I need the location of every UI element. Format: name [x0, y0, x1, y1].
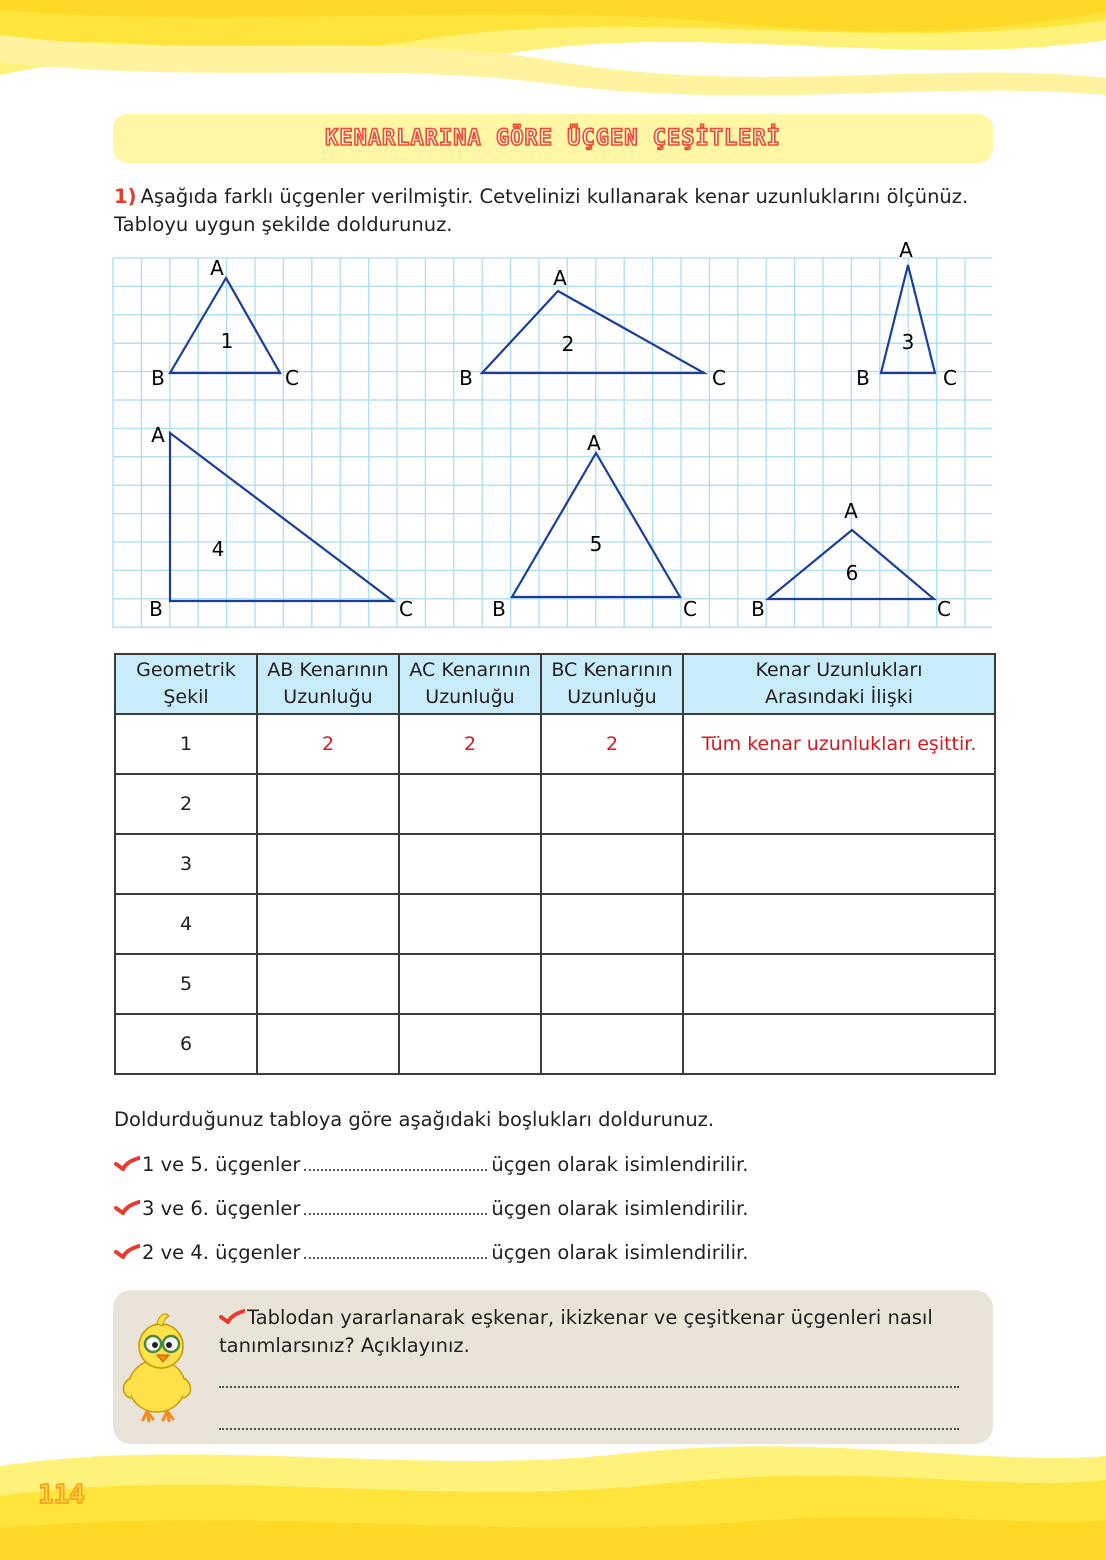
fill-blank-2-after: üçgen olarak isimlendirilir.	[491, 1197, 749, 1220]
cell-bc[interactable]	[541, 894, 683, 954]
fill-blank-1-input[interactable]	[304, 1157, 487, 1171]
fill-blank-2-input[interactable]	[304, 1201, 487, 1215]
triangle-1-vertex-c: C	[285, 366, 299, 390]
cell-shape: 2	[115, 774, 257, 834]
cell-shape: 4	[115, 894, 257, 954]
cell-ac[interactable]	[399, 834, 541, 894]
header-geometric-shape: Geometrik Şekil	[115, 654, 257, 714]
cell-ac[interactable]	[399, 954, 541, 1014]
header-relation: Kenar Uzunlukları Arasındaki İlişki	[683, 654, 995, 714]
cell-bc[interactable]	[541, 1014, 683, 1074]
triangle-4-label: 4	[211, 537, 225, 561]
grid-lines	[113, 258, 992, 628]
title-bar	[113, 114, 993, 163]
table-row	[115, 894, 995, 954]
reflection-question	[219, 1304, 979, 1360]
cell-ab[interactable]	[257, 894, 399, 954]
triangle-1	[151, 256, 299, 390]
answer-line-2[interactable]	[219, 1428, 959, 1430]
answer-line-1[interactable]	[219, 1386, 959, 1388]
cell-relation[interactable]	[683, 834, 995, 894]
triangle-4-vertex-a: A	[151, 423, 165, 447]
triangle-5-vertex-b: B	[492, 597, 506, 621]
top-wave-decoration	[0, 0, 1106, 110]
triangle-6-vertex-c: C	[937, 597, 951, 621]
page-title: KENARLARINA GÖRE ÜÇGEN ÇEŞİTLERİ	[325, 126, 781, 151]
triangle-4-vertex-b: B	[149, 597, 163, 621]
triangle-1-vertex-b: B	[151, 366, 165, 390]
page-number: 114	[38, 1480, 85, 1510]
cell-ac[interactable]	[399, 774, 541, 834]
triangle-6-vertex-a: A	[844, 499, 858, 523]
cell-ab[interactable]	[257, 774, 399, 834]
triangle-2-label: 2	[561, 332, 575, 356]
header-ac-length: AC Kenarının Uzunluğu	[399, 654, 541, 714]
cell-shape: 3	[115, 834, 257, 894]
cell-ab[interactable]	[257, 954, 399, 1014]
triangle-5-vertex-a: A	[587, 431, 601, 455]
triangle-5-label: 5	[589, 532, 603, 556]
table-row	[115, 774, 995, 834]
cell-ab[interactable]	[257, 834, 399, 894]
cell-ac[interactable]	[399, 1014, 541, 1074]
measurement-table	[114, 653, 996, 1075]
triangle-1-vertex-a: A	[210, 256, 224, 280]
table-row	[115, 1014, 995, 1074]
triangle-4-shape	[170, 433, 393, 601]
triangle-5-vertex-c: C	[683, 597, 697, 621]
triangle-2-vertex-c: C	[712, 366, 726, 390]
triangle-2-shape	[482, 291, 704, 373]
cell-relation[interactable]: Tüm kenar uzunlukları eşittir.	[683, 714, 995, 774]
cell-ac[interactable]	[399, 894, 541, 954]
red-check-icon	[114, 1241, 142, 1264]
cell-bc[interactable]: 2	[541, 714, 683, 774]
header-bc-length: BC Kenarının Uzunluğu	[541, 654, 683, 714]
header-ab-length: AB Kenarının Uzunluğu	[257, 654, 399, 714]
cell-shape: 5	[115, 954, 257, 1014]
fill-blank-1-after: üçgen olarak isimlendirilir.	[491, 1153, 749, 1176]
triangle-1-shape	[170, 278, 280, 373]
table-header-row	[115, 654, 995, 714]
reflection-question-text: Tablodan yararlanarak eşkenar, ikizkenar ve çeşitkenar üçgenleri nasıl tanımlarsınız? Açıklayınız.	[219, 1306, 933, 1357]
fill-blank-3-after: üçgen olarak isimlendirilir.	[491, 1241, 749, 1264]
question-number: 1)	[114, 185, 137, 208]
fill-blank-1	[114, 1153, 748, 1176]
triangle-6-vertex-b: B	[751, 597, 765, 621]
instruction-text: Doldurduğunuz tabloya göre aşağıdaki boşlukları doldurunuz.	[114, 1108, 715, 1131]
fill-blank-3	[114, 1241, 748, 1264]
triangle-3-vertex-b: B	[856, 366, 870, 390]
triangle-4	[149, 423, 413, 621]
triangle-3-label: 3	[901, 330, 915, 354]
cell-ab[interactable]: 2	[257, 714, 399, 774]
red-check-icon	[114, 1197, 142, 1220]
fill-blank-3-input[interactable]	[304, 1245, 487, 1259]
cell-relation[interactable]	[683, 774, 995, 834]
cell-bc[interactable]	[541, 954, 683, 1014]
fill-blank-2-before: 3 ve 6. üçgenler	[142, 1197, 301, 1220]
triangle-3-vertex-a: A	[899, 240, 913, 262]
triangle-5	[492, 431, 697, 621]
triangle-2-vertex-a: A	[553, 266, 567, 290]
bottom-wave-decoration	[0, 1436, 1106, 1560]
reflection-box	[113, 1290, 993, 1444]
triangle-2-vertex-b: B	[459, 366, 473, 390]
table-row	[115, 834, 995, 894]
cell-relation[interactable]	[683, 954, 995, 1014]
triangle-4-vertex-c: C	[399, 597, 413, 621]
question	[114, 183, 994, 239]
red-check-icon	[114, 1153, 142, 1176]
cell-relation[interactable]	[683, 1014, 995, 1074]
cell-ab[interactable]	[257, 1014, 399, 1074]
cell-bc[interactable]	[541, 834, 683, 894]
cell-bc[interactable]	[541, 774, 683, 834]
cell-shape: 6	[115, 1014, 257, 1074]
fill-blank-1-before: 1 ve 5. üçgenler	[142, 1153, 301, 1176]
cell-relation[interactable]	[683, 894, 995, 954]
table-row	[115, 714, 995, 774]
cell-shape: 1	[115, 714, 257, 774]
fill-blank-3-before: 2 ve 4. üçgenler	[142, 1241, 301, 1264]
triangle-6-label: 6	[845, 561, 859, 585]
fill-blank-2	[114, 1197, 748, 1220]
table-row	[115, 954, 995, 1014]
triangle-3-vertex-c: C	[943, 366, 957, 390]
red-check-icon	[219, 1304, 247, 1332]
question-text: Aşağıda farklı üçgenler verilmiştir. Cetvelinizi kullanarak kenar uzunluklarını ölçünüz. Tabloyu uygun şekilde doldurunuz.	[114, 185, 969, 236]
cell-ac[interactable]: 2	[399, 714, 541, 774]
triangle-grid	[112, 240, 994, 630]
yellow-chick-with-glasses-icon	[117, 1308, 201, 1426]
triangle-1-label: 1	[220, 329, 234, 353]
